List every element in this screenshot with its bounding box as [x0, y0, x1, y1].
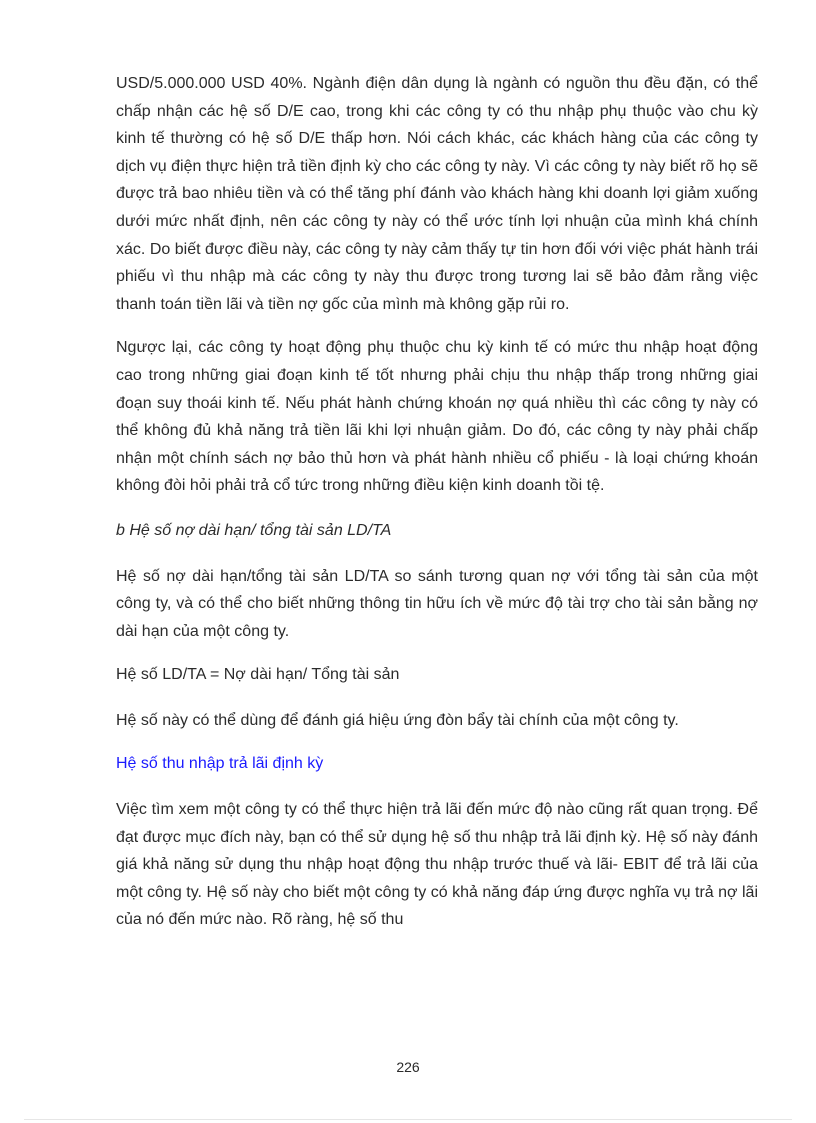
section-heading-interest-coverage[interactable]: Hệ số thu nhập trả lãi định kỳ [116, 755, 324, 773]
paragraph-leverage-note: Hệ số này có thể dùng để đánh giá hiệu ứng đòn bẩy tài chính của một công ty. [116, 711, 679, 729]
page-bottom-divider [24, 1119, 792, 1120]
paragraph-debt-equity-utilities: USD/5.000.000 USD 40%. Ngành điện dân dụng là ngành có nguồn thu đều đặn, có thể chấp nhận các hệ số D/E cao, trong khi các công ty có thu nhập phụ thuộc vào chu kỳ kinh tế thường có hệ số D/E thấp hơn. Nói cách khác, các khách hàng của các công ty dịch vụ điện thực hiện trả tiền định kỳ cho các công ty này. Vì các công ty này biết rõ họ sẽ được trả bao nhiêu tiền và có thể tăng phí đánh vào khách hàng khi doanh lợi giảm xuống dưới mức nhất định, nên các công ty này có thể ước tính lợi nhuận của mình khá chính xác. Do biết được điều này, các công ty này cảm thấy tự tin hơn đối với việc phát hành trái phiếu vì thu nhập mà các công ty này thu được trong tương lai sẽ bảo đảm rằng việc thanh toán tiền lãi và tiền nợ gốc của mình mà không gặp rủi ro. [116, 75, 758, 313]
paragraph-cyclical-companies: Ngược lại, các công ty hoạt động phụ thuộc chu kỳ kinh tế có mức thu nhập hoạt động cao trong những giai đoạn kinh tế tốt nhưng phải chịu thu nhập thấp trong những giai đoạn suy thoái kinh tế. Nếu phát hành chứng khoán nợ quá nhiều thì các công ty này có thể không đủ khả năng trả tiền lãi khi lợi nhuận giảm. Do đó, các công ty này phải chấp nhận một chính sách nợ bảo thủ hơn và phát hành nhiều cổ phiếu - là loại chứng khoán không đòi hỏi phải trả cổ tức trong những điều kiện kinh doanh tồi tệ. [116, 339, 758, 495]
page-number: 226 [396, 1059, 420, 1075]
page-body [116, 70, 758, 950]
paragraph-ld-ta-definition: Hệ số nợ dài hạn/tổng tài sản LD/TA so sánh tương quan nợ với tổng tài sản của một công ty, và có thể cho biết những thông tin hữu ích về mức độ tài trợ cho tài sản bằng nợ dài hạn của một công ty. [116, 567, 758, 640]
formula-ld-ta: Hệ số LD/TA = Nợ dài hạn/ Tổng tài sản [116, 666, 400, 684]
paragraph-interest-coverage: Việc tìm xem một công ty có thể thực hiện trả lãi đến mức độ nào cũng rất quan trọng. Để đạt được mục đích này, bạn có thể sử dụng hệ số thu nhập trả lãi định kỳ. Hệ số này đánh giá khả năng sử dụng thu nhập hoạt động thu nhập trước thuế và lãi- EBIT để trả lãi của một công ty. Hệ số này cho biết một công ty có khả năng đáp ứng được nghĩa vụ trả nợ lãi của nó đến mức nào. Rõ ràng, hệ số thu [116, 801, 758, 929]
subheading-ld-ta: b Hệ số nợ dài hạn/ tổng tài sản LD/TA [116, 521, 392, 539]
